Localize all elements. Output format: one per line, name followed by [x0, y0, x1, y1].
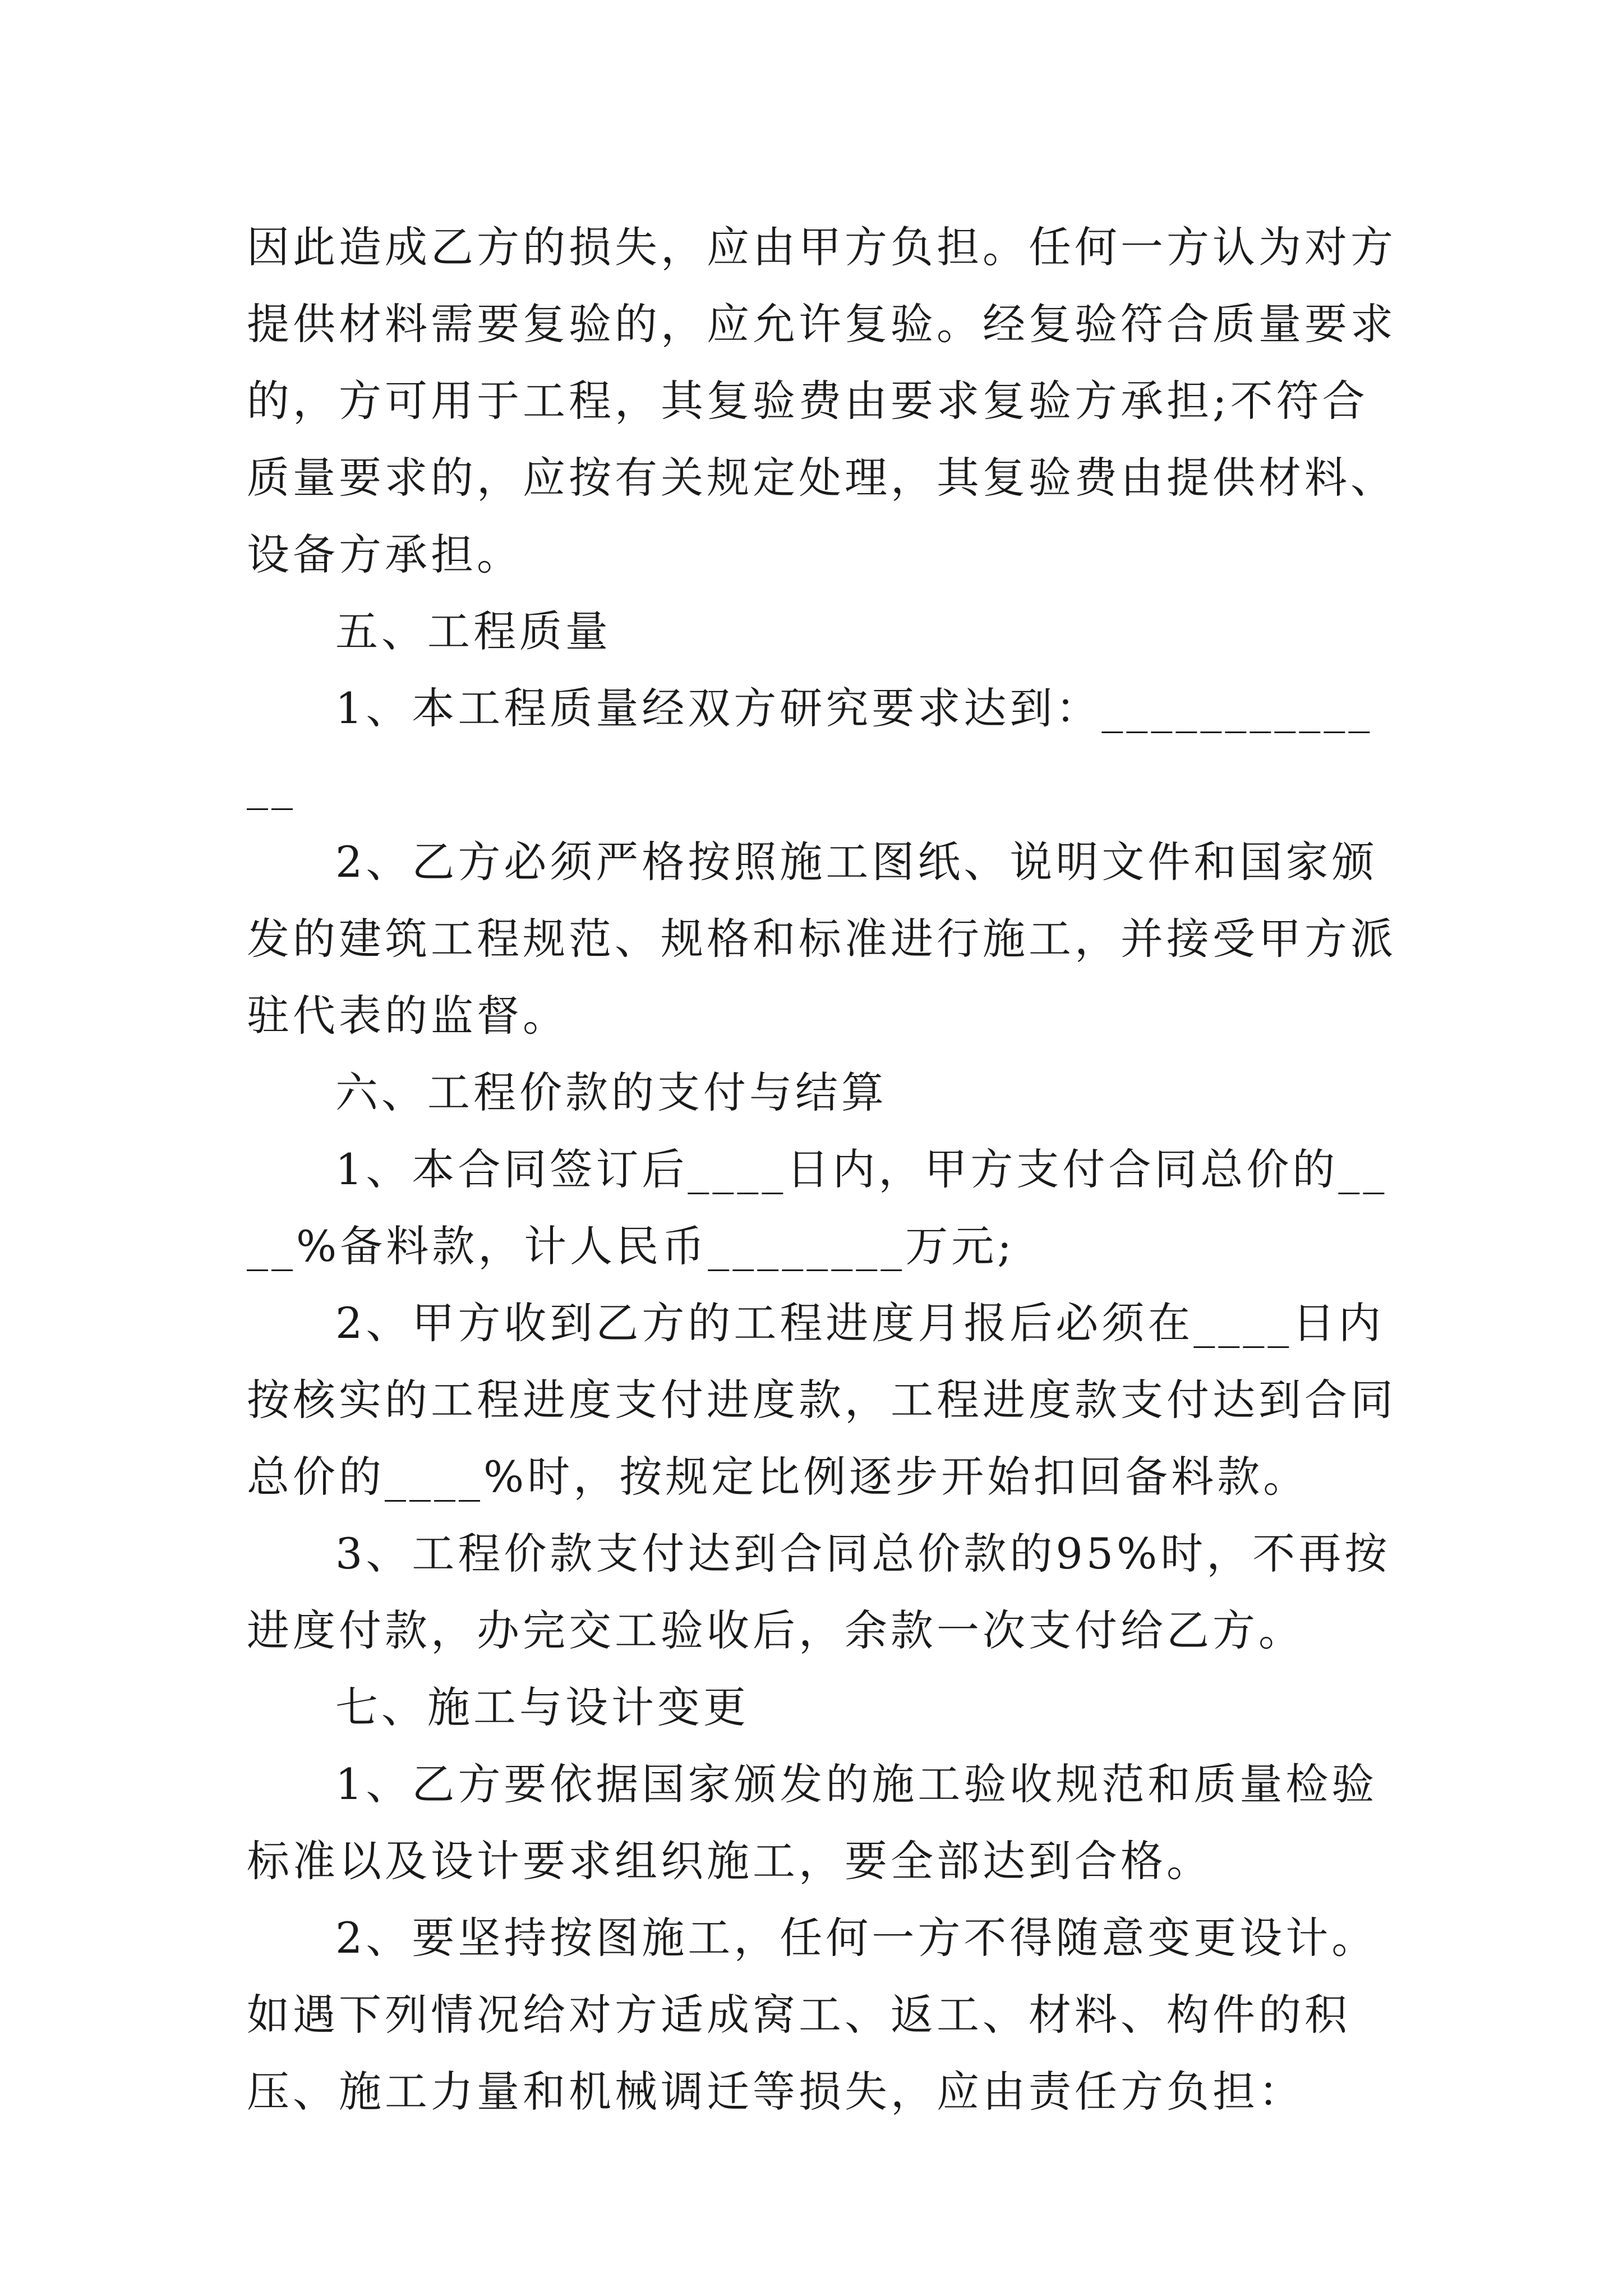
clause-quality-standard: 1、本工程质量经双方研究要求达到：_____________: [247, 683, 1373, 810]
section-heading-quality: 五、工程质量: [335, 606, 611, 656]
document-body: [247, 209, 1396, 2130]
clause-construction-norms: 2、乙方必须严格按照施工图纸、说明文件和国家颁发的建筑工程规范、规格和标准进行施工，并接受甲方派驻代表的监督。: [247, 837, 1396, 1041]
section-heading-design-change: 七、施工与设计变更: [335, 1682, 749, 1732]
paragraph-material-retest: 因此造成乙方的损失，应由甲方负担。任何一方认为对方提供材料需要复验的，应允许复验。经复验符合质量要求的，方可用于工程，其复验费由要求复验方承担;不符合质量要求的，应按有关规定处理，其复验费由提供材料、设备方承担。: [247, 222, 1396, 579]
section-heading-payment: 六、工程价款的支付与结算: [335, 1068, 887, 1117]
clause-design-change-liability: 2、要坚持按图施工，任何一方不得随意变更设计。如遇下列情况给对方适成窝工、返工、材料、构件的积压、施工力量和机械调迁等损失，应由责任方负担：: [247, 1913, 1378, 2116]
clause-advance-payment: 1、本合同签订后____日内，甲方支付合同总价的____%备料款，计人民币________万元;: [247, 1144, 1388, 1271]
clause-acceptance-standards: 1、乙方要依据国家颁发的施工验收规范和质量检验标准以及设计要求组织施工，要全部达到合格。: [247, 1759, 1378, 1886]
clause-final-payment: 3、工程价款支付达到合同总价款的95%时，不再按进度付款，办完交工验收后，余款一次支付给乙方。: [247, 1529, 1391, 1655]
clause-progress-payment: 2、甲方收到乙方的工程进度月报后必须在____日内按核实的工程进度支付进度款，工程进度款支付达到合同总价的____%时，按规定比例逐步开始扣回备料款。: [247, 1298, 1396, 1502]
